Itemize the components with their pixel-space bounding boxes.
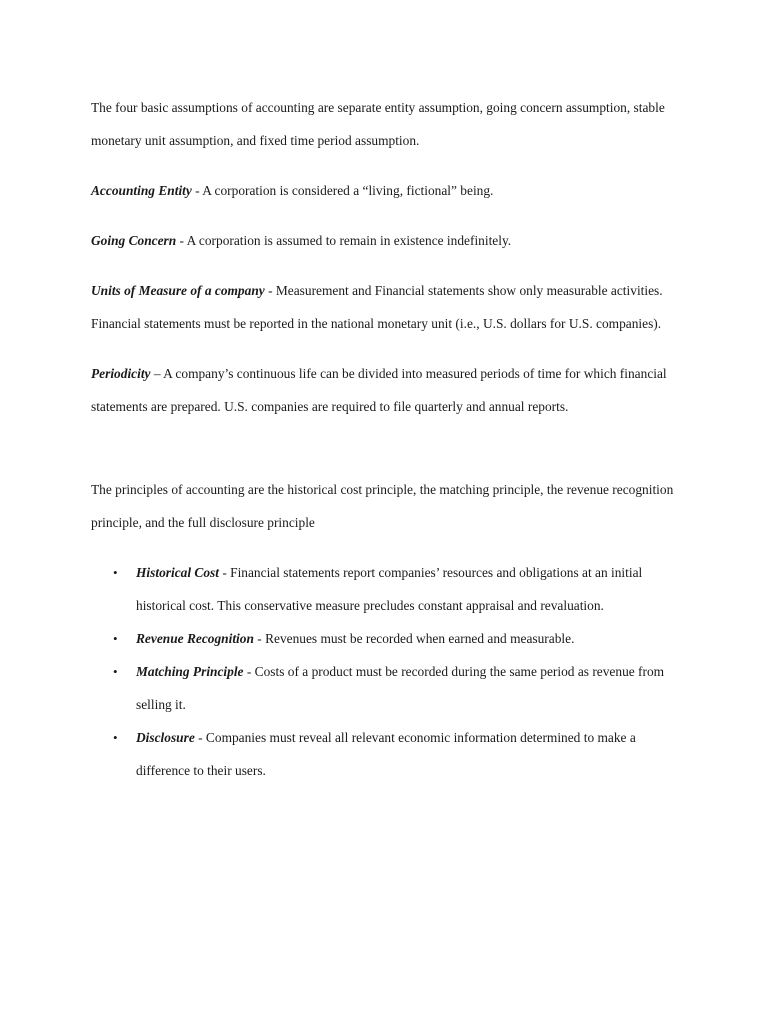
- principle-term: Matching Principle: [136, 664, 244, 679]
- assumption-definition: - A corporation is considered a “living, fictional” being.: [191, 183, 494, 198]
- assumption-term: Going Concern: [91, 233, 177, 248]
- principles-intro: The principles of accounting are the historical cost principle, the matching principle, the revenue recognition principle, and the full disclosure principle: [91, 482, 674, 530]
- principle-definition: - Companies must reveal all relevant economic information determined to make a difference to their users.: [136, 730, 636, 778]
- assumption-definition: - A corporation is assumed to remain in existence indefinitely.: [176, 233, 512, 248]
- bullet-icon: •: [113, 565, 118, 580]
- bullet-icon: •: [113, 631, 118, 646]
- principle-term: Disclosure: [136, 730, 195, 745]
- principle-definition: - Financial statements report companies’ resources and obligations at an initial historical cost. This conservative measure precludes constant appraisal and revaluation.: [136, 565, 643, 613]
- assumption-periodicity: [91, 357, 681, 423]
- assumption-units-of-measure: [91, 274, 681, 340]
- bullet-icon: •: [113, 730, 118, 745]
- assumptions-intro: The four basic assumptions of accounting are separate entity assumption, going concern assumption, stable monetary unit assumption, and fixed time period assumption.: [91, 100, 665, 148]
- principle-term: Revenue Recognition: [136, 631, 254, 646]
- list-item: [91, 655, 681, 721]
- list-item: [91, 721, 681, 787]
- list-item: [91, 622, 681, 655]
- assumption-term: Units of Measure of a company: [91, 283, 265, 298]
- assumption-accounting-entity: [91, 174, 681, 207]
- assumption-term: Periodicity: [91, 366, 151, 381]
- bullet-icon: •: [113, 664, 118, 679]
- principles-list: [91, 556, 681, 787]
- list-item: [91, 556, 681, 622]
- principle-definition: - Costs of a product must be recorded during the same period as revenue from selling it.: [136, 664, 665, 712]
- principle-definition: - Revenues must be recorded when earned and measurable.: [253, 631, 575, 646]
- assumption-definition: – A company’s continuous life can be divided into measured periods of time for which financial statements are prepared. U.S. companies are required to file quarterly and annual reports.: [91, 366, 667, 414]
- document-page: [91, 91, 681, 787]
- assumption-going-concern: [91, 224, 681, 257]
- assumption-definition: - Measurement and Financial statements show only measurable activities. Financial statements must be reported in the national monetary unit (i.e., U.S. dollars for U.S. companies).: [91, 283, 663, 331]
- assumption-term: Accounting Entity: [91, 183, 192, 198]
- principle-term: Historical Cost: [136, 565, 219, 580]
